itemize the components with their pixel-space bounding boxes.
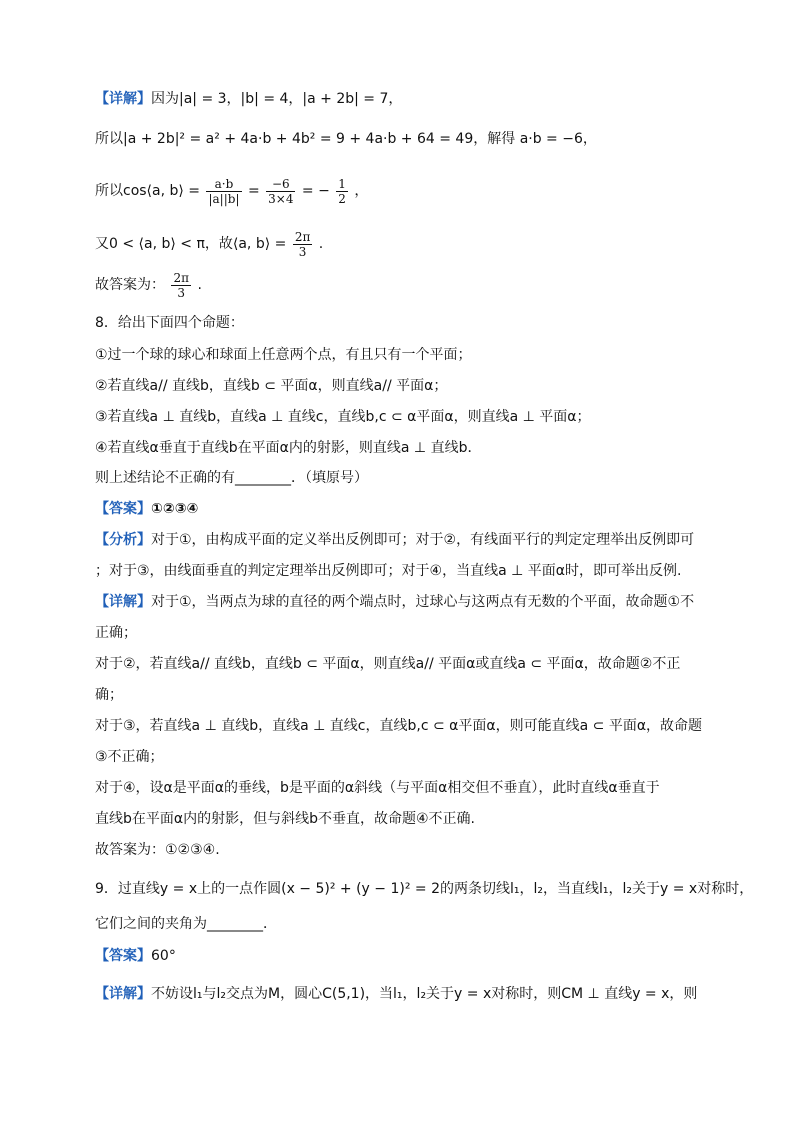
line-text: 对于③，若直线a ⊥ 直线b，直线a ⊥ 直线c，直线b,c ⊂ α平面α，则可能直线a ⊂ 平面α，故命题 [95,718,703,734]
detail-line-5 [95,716,734,736]
line-text: 对于①，由构成平面的定义举出反例即可；对于②，有线面平行的判定定理举出反例即可 [151,532,695,548]
fraction [206,177,241,206]
line-prefix: 故答案为： [95,277,165,293]
line-text: 9．过直线y = x上的一点作圆(x − 5)² + (y − 1)² = 2的两条切线l₁，l₂，当直线l₁，l₂关于y = x对称时， [95,881,754,897]
detail-line-7 [95,778,734,798]
line-text: ；对于③，由线面垂直的判定定理举出反例即可；对于④，当直线a ⊥ 平面α时，即可举出反例. [95,563,682,579]
line-text: ①过一个球的球心和球面上任意两个点，有且只有一个平面； [95,347,472,363]
equals-sign: = [247,183,260,199]
line-text: 直线b在平面α内的射影，但与斜线b不垂直，故命题④不正确. [95,811,476,827]
line-prefix: 所以cos⟨a, b⟩ = [95,183,201,199]
line-text: ②若直线a// 直线b，直线b ⊂ 平面α，则直线a// 平面α； [95,378,448,394]
fraction-numerator: 1 [338,176,346,191]
line-text: ③若直线a ⊥ 直线b，直线a ⊥ 直线c，直线b,c ⊂ α平面α，则直线a ⊥ 平面α； [95,409,591,425]
detail-tag: 【详解】 [95,91,151,107]
fraction-denominator: |a||b| [208,191,240,206]
detail-line-9 [95,984,734,1004]
fraction-denominator: 3×4 [268,191,294,206]
fraction-denominator: 2 [338,191,346,206]
solution-line-5 [95,270,734,300]
detail-line-6 [95,747,734,767]
detail-line-8 [95,809,734,829]
fraction-denominator: 3 [177,285,186,300]
line-suffix: ， [354,183,369,199]
line-text: 则上述结论不正确的有________．（填原号） [95,470,368,486]
line-suffix: . [197,277,202,293]
line-text: ③不正确； [95,749,164,765]
fraction [266,177,295,206]
detail-line-2 [95,623,734,643]
answer-line [95,499,734,519]
line-text: 8．给出下面四个命题： [95,315,244,331]
proposition-4 [95,438,734,458]
final-answer-line [95,840,734,860]
detail-tag: 【详解】 [95,594,151,610]
line-text: 故答案为：①②③④. [95,842,220,858]
proposition-3 [95,407,734,427]
line-text: 因为|a| = 3，|b| = 4，|a + 2b| = 7， [151,91,403,107]
line-text: 它们之间的夹角为________． [95,916,277,932]
fraction-numerator: 2π [173,270,189,285]
analysis-tag: 【分析】 [95,532,151,548]
question-9-line-2 [95,914,734,934]
line-text: 正确； [95,625,137,641]
solution-line-1 [95,89,734,109]
equals-minus: = − [301,183,330,199]
line-text: ①②③④ [151,501,199,517]
proposition-1 [95,345,734,365]
solution-line-4 [95,229,734,259]
line-text: 对于④，设α是平面α的垂线，b是平面的α斜线（与平面α相交但不垂直），此时直线α垂直于 [95,780,660,796]
detail-line-3 [95,654,734,674]
line-text: ④若直线α垂直于直线b在平面α内的射影，则直线a ⊥ 直线b． [95,440,482,456]
fraction-numerator: −6 [266,177,295,192]
line-text: 所以|a + 2b|² = a² + 4a·b + 4b² = 9 + 4a·b + 64 = 49，解得 a·b = −6， [95,131,597,147]
solution-line-3 [95,176,734,206]
solution-line-2 [95,129,734,149]
analysis-line-2 [95,561,734,581]
line-text: 确； [95,687,123,703]
proposition-2 [95,376,734,396]
answer-tag: 【答案】 [95,501,151,517]
line-prefix: 又0 < ⟨a, b⟩ < π，故⟨a, b⟩ = [95,236,287,252]
fraction-numerator: 2π [294,229,311,244]
question-9-line-1 [95,879,754,899]
detail-tag: 【详解】 [95,986,151,1002]
line-text: 对于②，若直线a// 直线b，直线b ⊂ 平面α，则直线a// 平面α或直线a ⊂ 平面α，故命题②不正 [95,656,681,672]
analysis-line-1 [95,530,734,550]
line-text: 对于①，当两点为球的直径的两个端点时，过球心与这两点有无数的个平面，故命题①不 [151,594,695,610]
answer-tag: 【答案】 [95,948,151,964]
detail-line-1 [95,592,734,612]
fraction-numerator: a·b [206,177,241,192]
line-text: 不妨设l₁与l₂交点为M，圆心C(5,1)，当l₁，l₂关于y = x对称时，则CM ⊥ 直线y = x，则 [151,986,698,1002]
line-text: 60° [151,948,176,964]
question-8-prompt [95,468,734,488]
fraction [171,271,191,300]
fraction [293,230,313,259]
fraction [336,177,348,206]
detail-line-4 [95,685,734,705]
fraction-denominator: 3 [298,244,307,259]
answer-line-9 [95,946,734,966]
question-8-title [95,313,734,333]
line-suffix: . [318,236,324,252]
